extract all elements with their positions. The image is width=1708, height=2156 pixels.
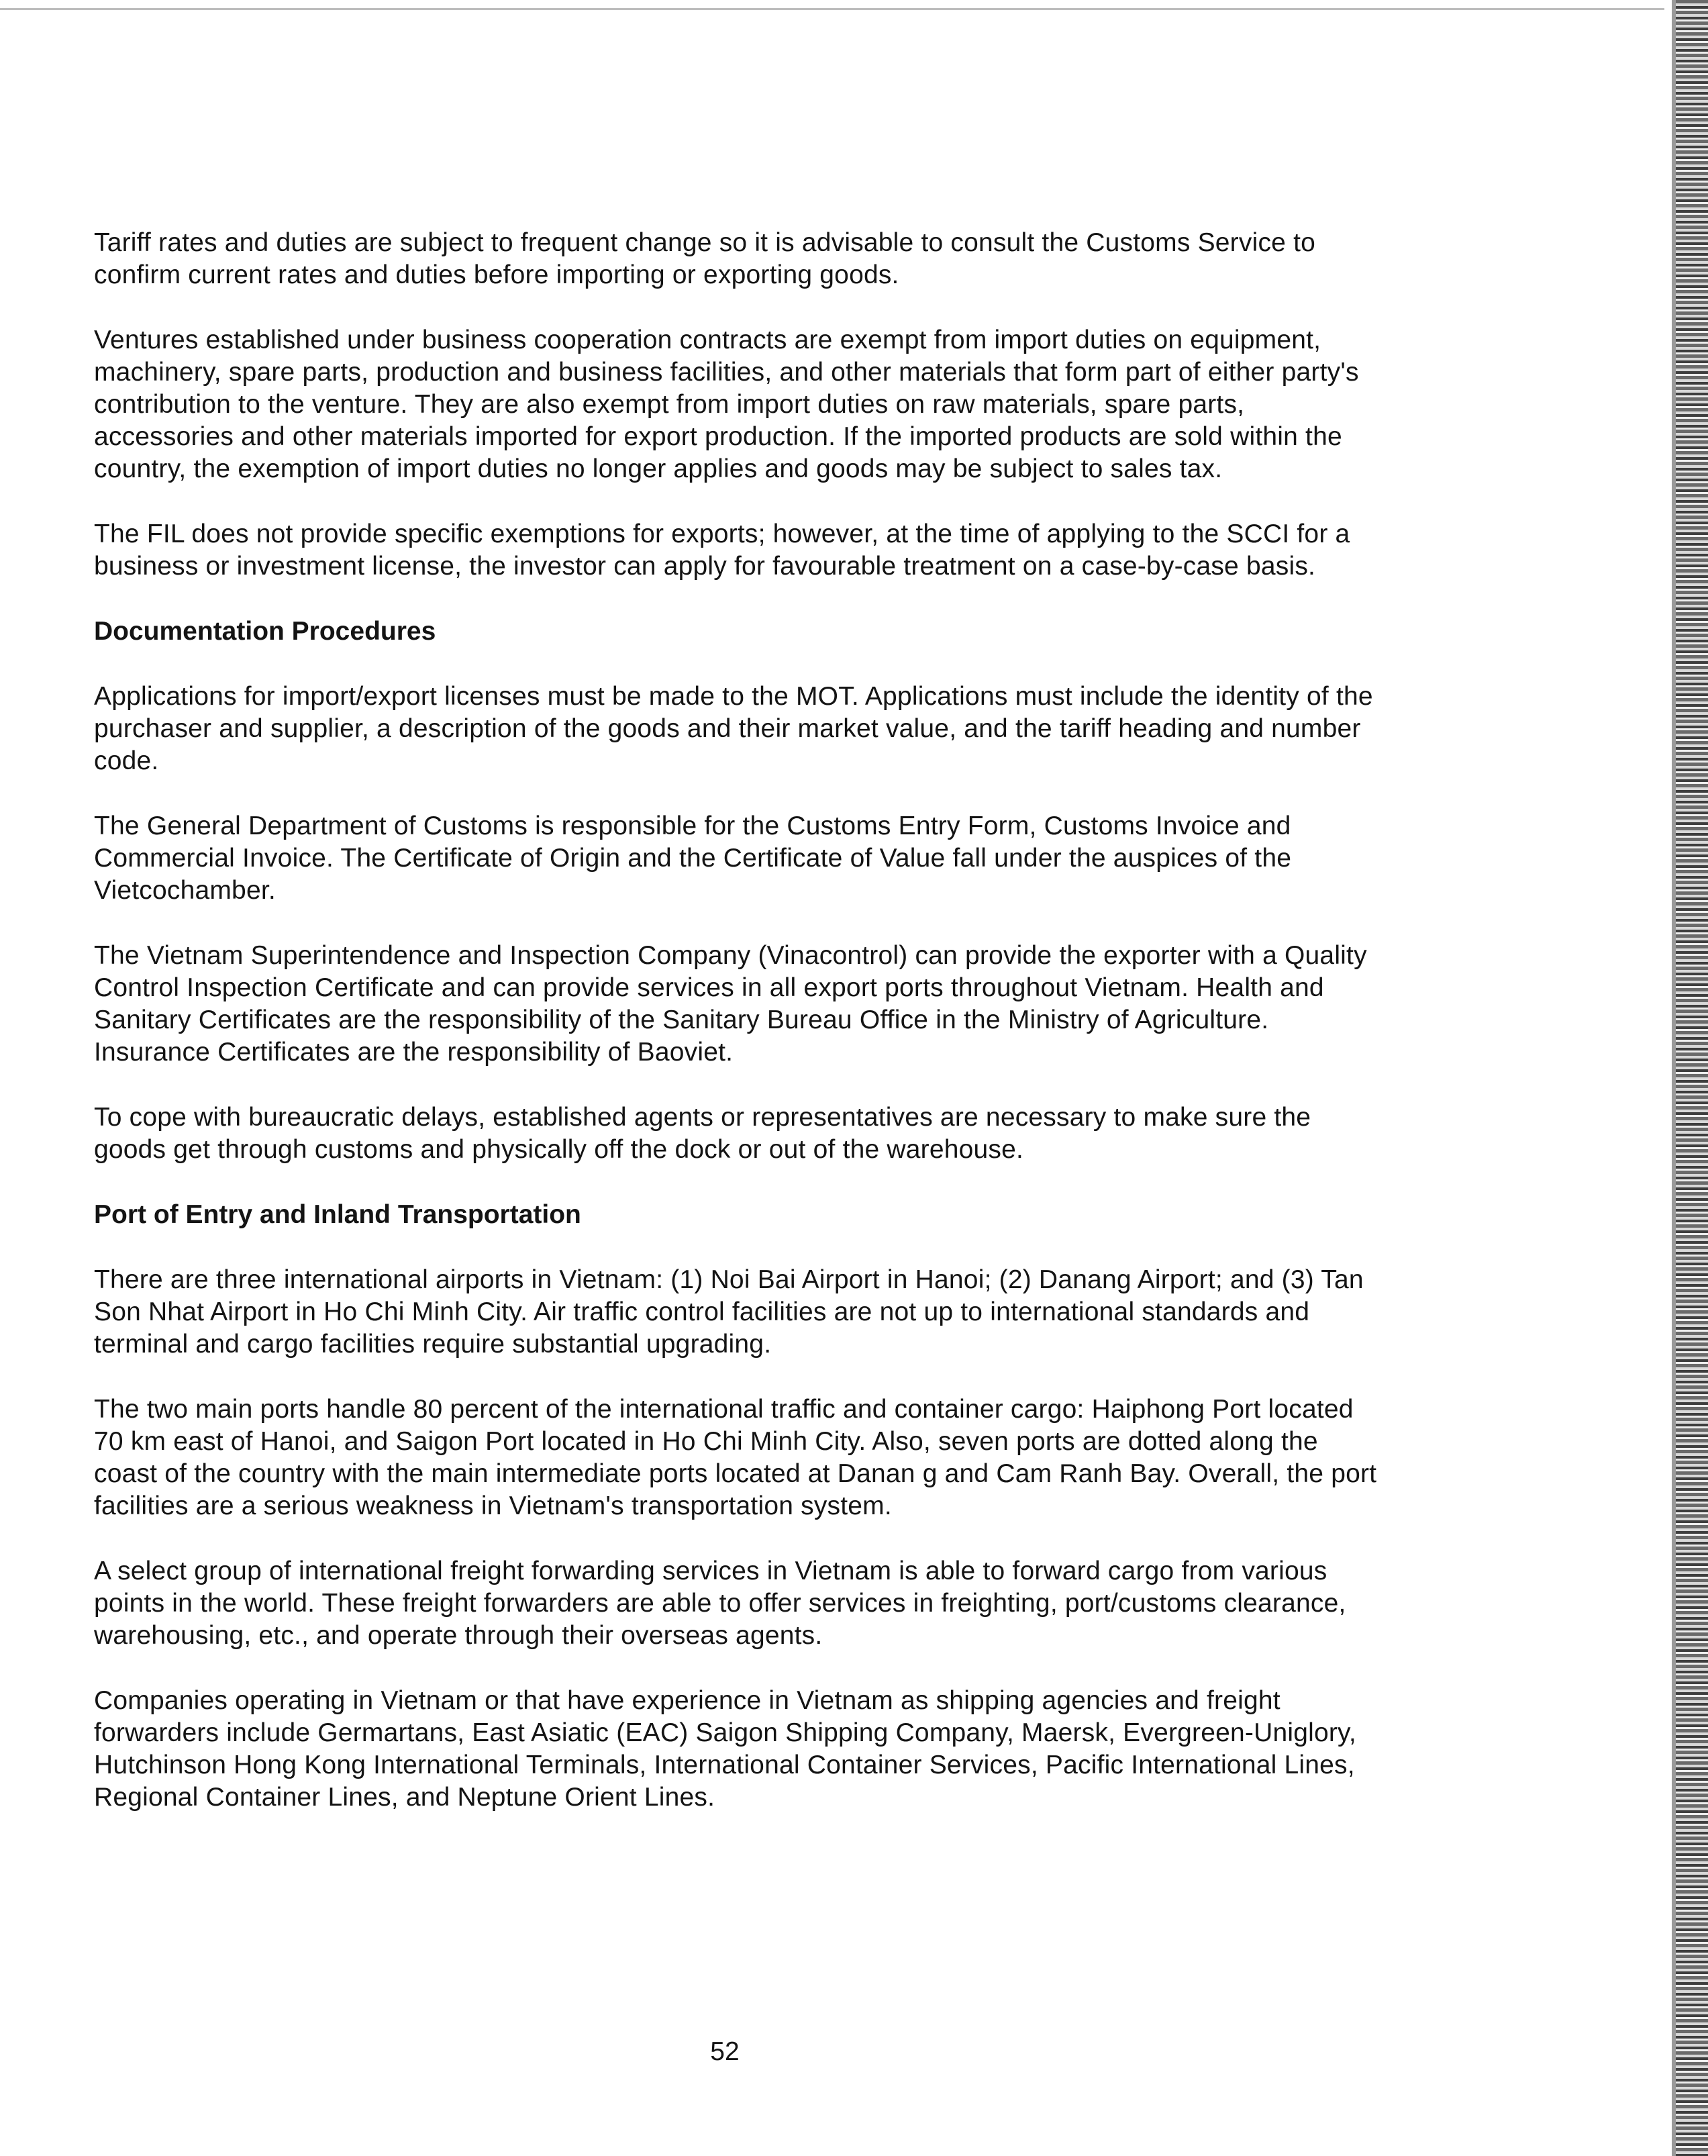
paragraph-ventures: Ventures established under business cooperation contracts are exempt from import duties on equipment, machinery, spare parts, production and business facilities, and other materials that form part of either party's contribution to the venture. They are also exempt from import duties on raw materials, spare parts, accessories and other materials imported for export production. If the imported products are sold within the country, the exemption of import duties no longer applies and goods may be subject to sales tax. xyxy=(94,326,1359,483)
top-scan-rule xyxy=(0,8,1664,10)
heading-port-of-entry: Port of Entry and Inland Transportation xyxy=(94,1200,581,1229)
paragraph-companies: Companies operating in Vietnam or that have experience in Vietnam as shipping agencies and freight forwarders include Germartans, East Asiatic (EAC) Saigon Shipping Company, Maersk, Evergreen-Uniglory, Hutchinson Hong Kong International Terminals, International Container Services, Pacific International Lines, Regional Container Lines, and Neptune Orient Lines. xyxy=(94,1686,1356,1812)
paragraph-bureaucratic: To cope with bureaucratic delays, established agents or representatives are necessary to make sure the goods get through customs and physically off the dock or out of the warehouse. xyxy=(94,1103,1311,1164)
page-number: 52 xyxy=(710,2037,740,2066)
document-body xyxy=(94,227,1383,1847)
heading-documentation-procedures: Documentation Procedures xyxy=(94,617,436,646)
paragraph-fil: The FIL does not provide specific exemptions for exports; however, at the time of applying to the SCCI for a business or investment license, the investor can apply for favourable treatment on a case-by-case basis. xyxy=(94,520,1350,581)
paragraph-tariff: Tariff rates and duties are subject to frequent change so it is advisable to consult the Customs Service to confirm current rates and duties before importing or exporting goods. xyxy=(94,228,1315,289)
paragraph-customs: The General Department of Customs is responsible for the Customs Entry Form, Customs Invoice and Commercial Invoice. The Certificate of Origin and the Certificate of Value fall under the auspices of the Vietcochamber. xyxy=(94,812,1292,905)
paragraph-applications: Applications for import/export licenses must be made to the MOT. Applications must include the identity of the purchaser and supplier, a description of the goods and their market value, and the tariff heading and number code. xyxy=(94,682,1373,775)
paragraph-ports: The two main ports handle 80 percent of the international traffic and container cargo: Haiphong Port located 70 km east of Hanoi, and Saigon Port located in Ho Chi Minh City. Also, seven ports are dotted along the coast of the country with the main intermediate ports located at Danan g and Cam Ranh Bay. Overall, the port facilities are a serious weakness in Vietnam's transportation system. xyxy=(94,1395,1377,1520)
scan-edge-border xyxy=(1676,0,1708,2156)
paragraph-vinacontrol: The Vietnam Superintendence and Inspection Company (Vinacontrol) can provide the exporter with a Quality Control Inspection Certificate and can provide services in all export ports throughout Vietnam. Health and Sanitary Certificates are the responsibility of the Sanitary Bureau Office in the Ministry of Agriculture. Insurance Certificates are the responsibility of Baoviet. xyxy=(94,941,1367,1067)
paragraph-freight: A select group of international freight forwarding services in Vietnam is able to forward cargo from various points in the world. These freight forwarders are able to offer services in freighting, port/customs clearance, warehousing, etc., and operate through their overseas agents. xyxy=(94,1557,1346,1650)
paragraph-airports: There are three international airports in Vietnam: (1) Noi Bai Airport in Hanoi; (2) Danang Airport; and (3) Tan Son Nhat Airport in Ho Chi Minh City. Air traffic control facilities are not up to international standards and terminal and cargo facilities require substantial upgrading. xyxy=(94,1265,1364,1359)
